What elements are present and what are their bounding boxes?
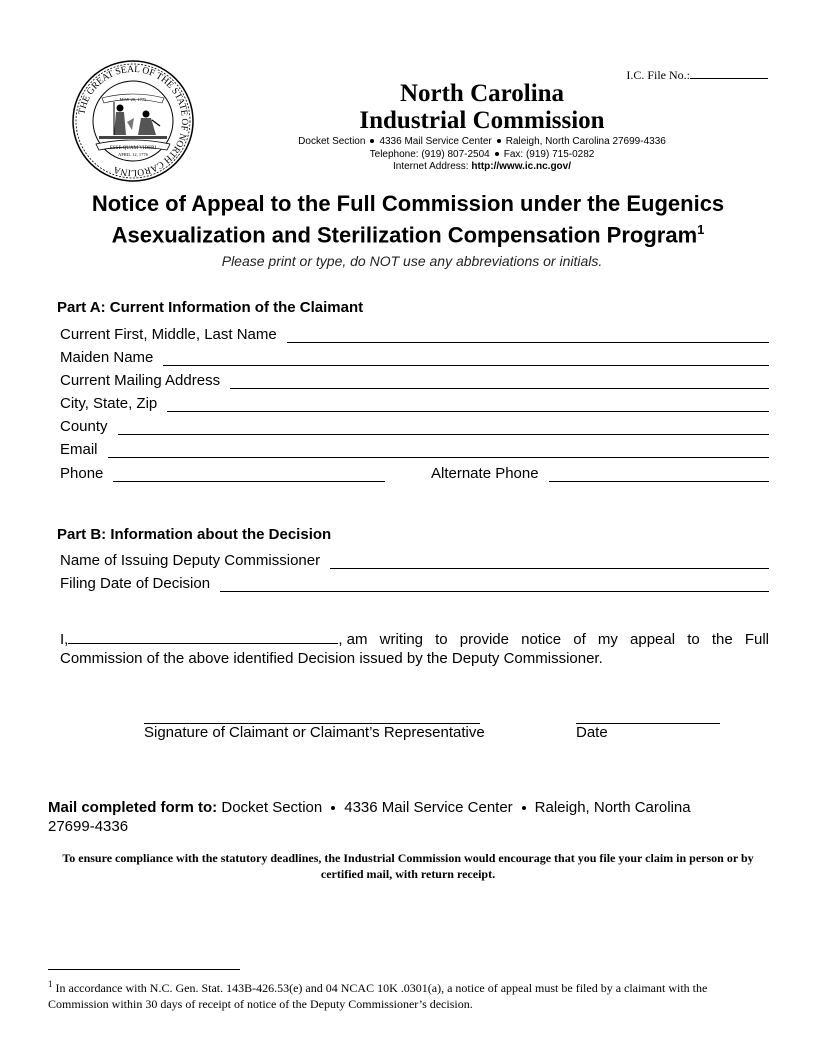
svg-text:APRIL 12, 1776: APRIL 12, 1776 (118, 152, 148, 157)
internet-line (282, 161, 682, 174)
filing-date-label: Filing Date of Decision (60, 575, 211, 592)
form-title-line2 (40, 217, 776, 248)
maiden-name-label: Maiden Name (60, 349, 154, 366)
statement-word: , am (338, 631, 368, 648)
appeal-statement (60, 630, 769, 668)
mail-part: 4336 Mail Service Center (344, 799, 513, 816)
signature-label: Signature of Claimant or Claimant’s Representative (144, 724, 485, 741)
statement-word: to (687, 631, 700, 648)
fax: Fax: (919) 715-0282 (503, 148, 595, 160)
deputy-commissioner-field[interactable] (60, 547, 769, 569)
statement-word: the (711, 631, 733, 648)
statement-word: to (435, 631, 448, 648)
address-part: 4336 Mail Service Center (379, 136, 492, 147)
contact-info (282, 136, 682, 174)
statement-prefix: I, (60, 631, 69, 648)
email-label: Email (60, 441, 98, 458)
bullet-icon (370, 139, 374, 143)
statement-word: provide (459, 631, 509, 648)
bullet-icon (522, 806, 526, 810)
maiden-name-field[interactable] (60, 344, 769, 366)
bullet-icon (497, 139, 501, 143)
file-number-label: I.C. File No.: (626, 68, 690, 82)
county-label: County (60, 418, 108, 435)
address-part: Raleigh, North Carolina 27699-4336 (505, 136, 666, 147)
alternate-phone-input-line[interactable] (549, 471, 769, 482)
maiden-name-input-line[interactable] (163, 355, 769, 366)
county-field[interactable] (60, 413, 769, 435)
address-line (282, 136, 682, 149)
address-part: Docket Section (298, 136, 366, 147)
footnote-text: In accordance with N.C. Gen. Stat. 143B-426.53(e) and 04 NCAC 10K .0301(a), a notice of appeal must be filed by a claimant with the Commission within 30 days of receipt of notice of the Deputy Commissioner’s decision. (48, 981, 708, 1011)
bullet-icon (331, 806, 335, 810)
footnote-divider (48, 969, 240, 970)
deputy-commissioner-label: Name of Issuing Deputy Commissioner (60, 552, 321, 569)
file-number-blank[interactable] (690, 66, 768, 79)
phone-fax-line (282, 149, 682, 162)
footnote-marker: 1 (697, 222, 705, 237)
email-input-line[interactable] (108, 447, 769, 458)
county-input-line[interactable] (118, 424, 769, 435)
organization-name (282, 80, 682, 134)
city-state-zip-input-line[interactable] (167, 401, 769, 412)
internet-url[interactable]: http://www.ic.nc.gov/ (471, 161, 572, 172)
alternate-phone-label: Alternate Phone (431, 465, 539, 482)
form-instructions: Please print or type, do NOT use any abbreviations or initials. (221, 253, 603, 269)
city-state-zip-label: City, State, Zip (60, 395, 158, 412)
mail-part: Docket Section (221, 799, 323, 816)
svg-text:MAY 20, 1775: MAY 20, 1775 (119, 97, 147, 102)
organization-name-line1: North Carolina (399, 80, 565, 107)
internet-label: Internet Address: (392, 161, 469, 172)
mailing-address-field[interactable] (60, 367, 769, 389)
part-b-heading: Part B: Information about the Decision (57, 526, 332, 543)
city-state-zip-field[interactable] (60, 390, 769, 412)
statement-word: notice (521, 631, 562, 648)
part-a-heading: Part A: Current Information of the Claimant (57, 299, 364, 316)
svg-text:ESSE QUAM VIDERI: ESSE QUAM VIDERI (109, 146, 157, 151)
statement-name-part (60, 630, 368, 649)
telephone: Telephone: (919) 807-2504 (369, 148, 490, 160)
name-input-line[interactable] (287, 332, 769, 343)
claimant-name-blank[interactable] (68, 631, 338, 644)
footnote-mark: 1 (48, 979, 53, 989)
form-title-line2-text: Asexualization and Sterilization Compensation Program (111, 222, 698, 248)
statement-word: my (597, 631, 618, 648)
date-label: Date (576, 724, 608, 741)
mail-instructions (48, 798, 768, 836)
filing-date-input-line[interactable] (220, 581, 769, 592)
statement-line2: Commission of the above identified Decision issued by the Deputy Commissioner. (60, 650, 603, 667)
mail-line1 (48, 798, 768, 817)
alternate-phone-field[interactable] (431, 460, 769, 482)
phone-label: Phone (60, 465, 104, 482)
deputy-commissioner-input-line[interactable] (330, 558, 769, 569)
email-field[interactable] (60, 436, 769, 458)
phone-field[interactable] (60, 460, 385, 482)
filing-date-field[interactable] (60, 570, 769, 592)
mail-part: Raleigh, North Carolina (534, 799, 691, 816)
statement-word: of (573, 631, 586, 648)
mailing-address-label: Current Mailing Address (60, 372, 221, 389)
mail-zip: 27699-4336 (48, 818, 129, 835)
form-title-line1: Notice of Appeal to the Full Commission under the Eugenics (91, 191, 725, 216)
organization-name-line2: Industrial Commission (359, 107, 605, 134)
svg-text:THE GREAT SEAL OF THE STATE OF: THE GREAT SEAL OF THE STATE OF NORTH CAROLINA (77, 64, 190, 178)
phone-input-line[interactable] (113, 471, 385, 482)
footnote (48, 976, 768, 1012)
statement-word: Full (744, 631, 769, 648)
statement-word: writing (379, 631, 424, 648)
statement-word: appeal (630, 631, 676, 648)
statement-line1 (60, 630, 769, 649)
state-seal-logo (72, 60, 194, 182)
form-title (40, 191, 776, 248)
mailing-address-input-line[interactable] (230, 378, 769, 389)
mail-label: Mail completed form to: (48, 799, 218, 816)
bullet-icon (495, 152, 499, 156)
compliance-notice: To ensure compliance with the statutory deadlines, the Industrial Commission would encourage that you file your claim in person or by certified mail, with return receipt. (62, 851, 754, 881)
name-field[interactable] (60, 321, 769, 343)
name-label: Current First, Middle, Last Name (60, 326, 277, 343)
